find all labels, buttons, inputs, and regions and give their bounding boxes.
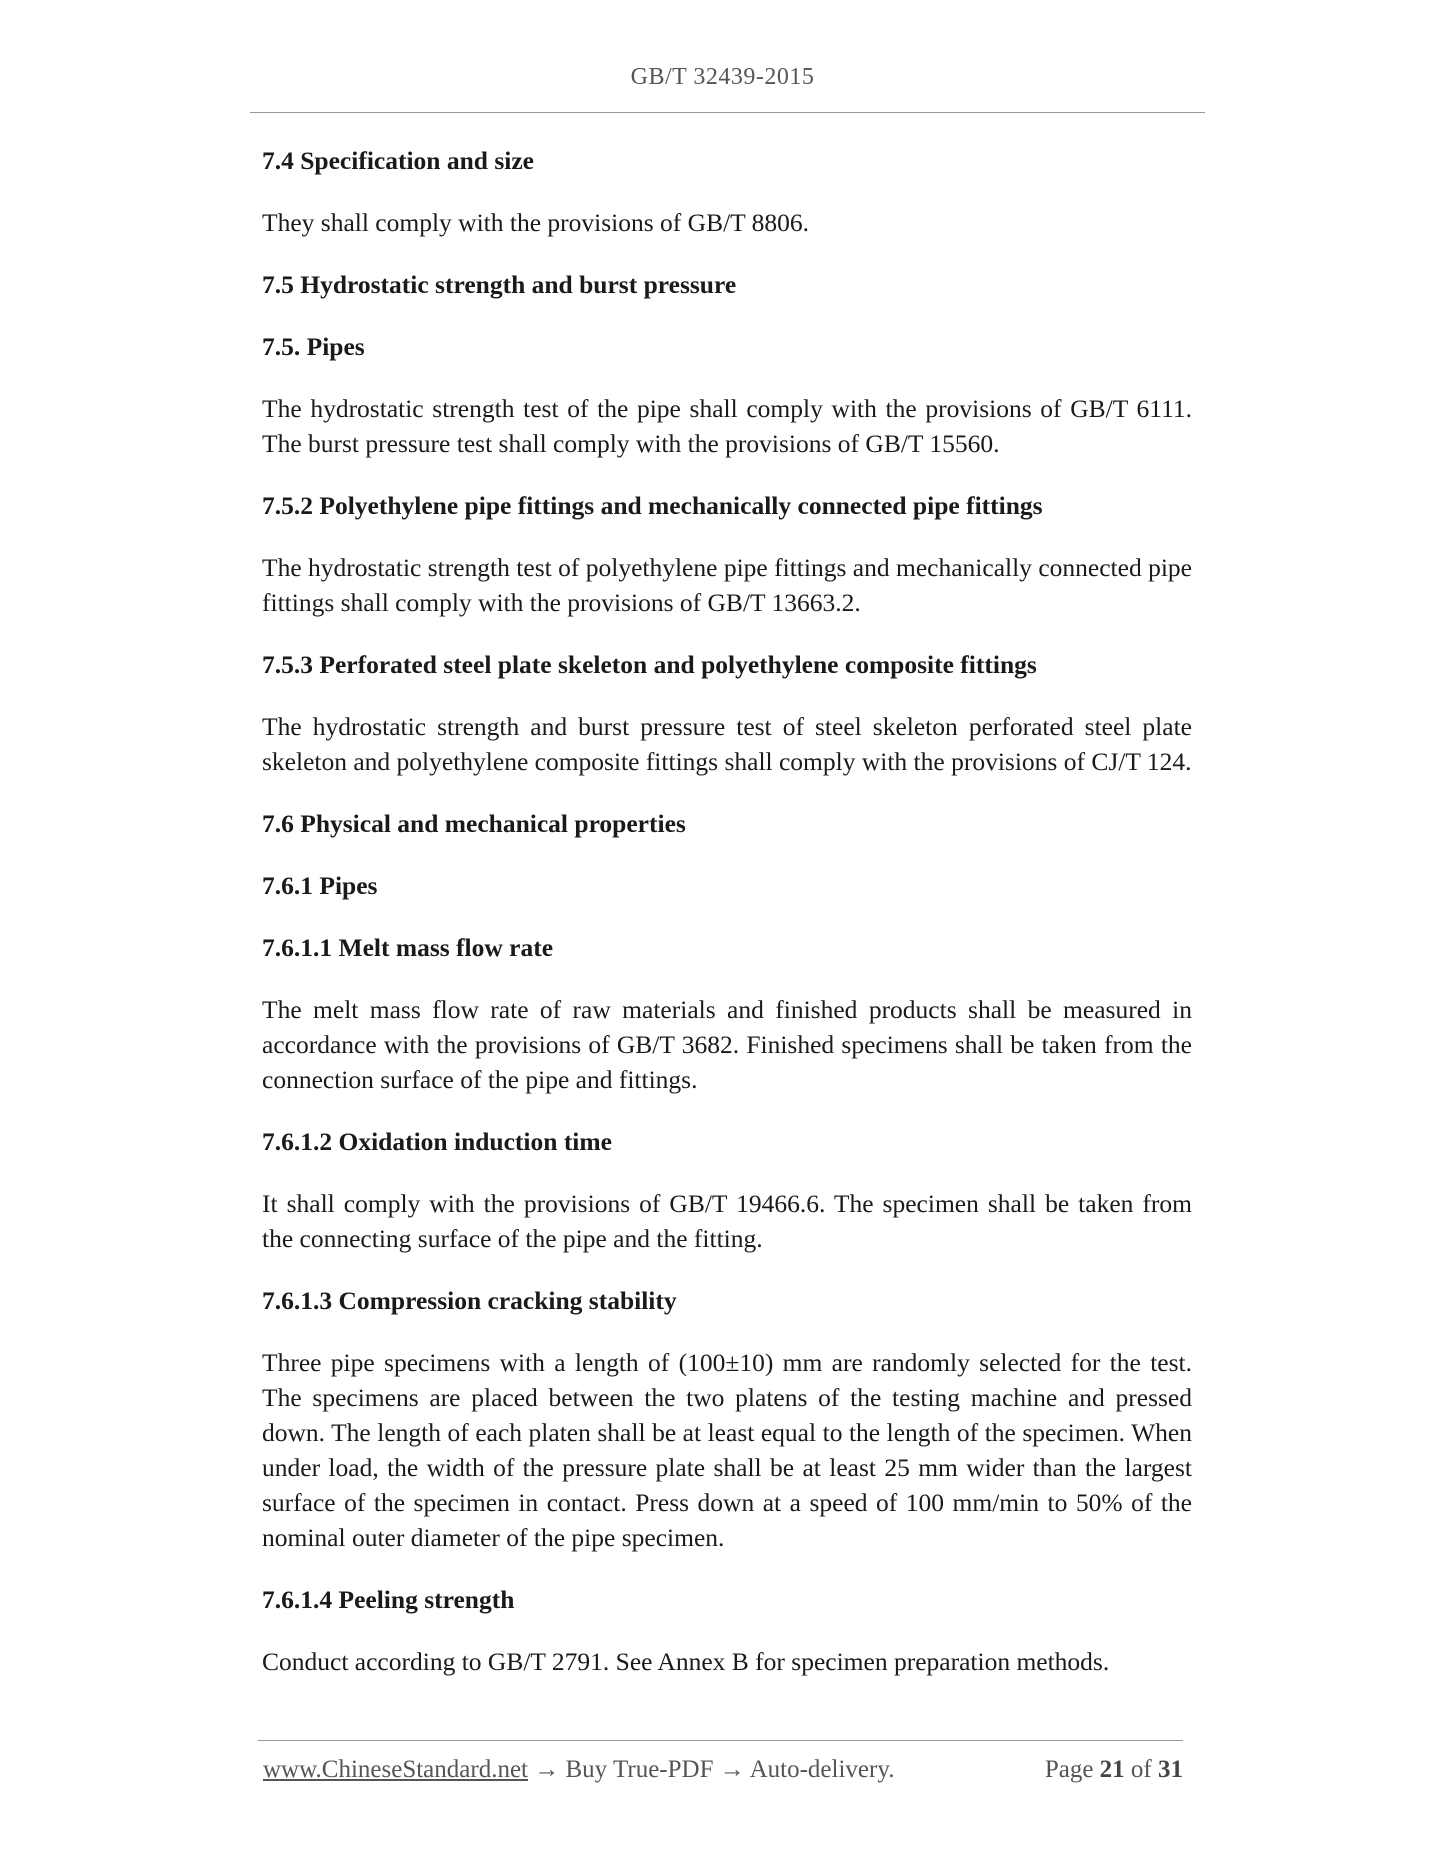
heading-7-5: 7.5 Hydrostatic strength and burst pressure <box>262 270 737 299</box>
header-divider <box>250 112 1205 113</box>
document-body <box>262 143 1192 1706</box>
promo-text: → Buy True-PDF → Auto-delivery. <box>528 1756 895 1783</box>
paragraph-7-6-1-1: The melt mass flow rate of raw materials and finished products shall be measured in accordance with the provisions of GB/T 3682. Finished specimens shall be taken from the connection surface of the pipe and fittings. <box>262 995 1192 1094</box>
footer-promo <box>263 1756 894 1784</box>
heading-7-4: 7.4 Specification and size <box>262 146 534 175</box>
heading-7-6-1-4: 7.6.1.4 Peeling strength <box>262 1585 515 1614</box>
paragraph-7-6-1-2: It shall comply with the provisions of GB/T 19466.6. The specimen shall be taken from the connecting surface of the pipe and the fitting. <box>262 1189 1192 1253</box>
heading-7-5-2: 7.5.2 Polyethylene pipe fittings and mechanically connected pipe fittings <box>262 491 1043 520</box>
website-link[interactable]: www.ChineseStandard.net <box>263 1756 528 1783</box>
footer-divider <box>258 1740 1183 1741</box>
heading-7-5-3: 7.5.3 Perforated steel plate skeleton and polyethylene composite fittings <box>262 650 1037 679</box>
page-label: Page <box>1044 1756 1094 1783</box>
heading-7-6-1-3: 7.6.1.3 Compression cracking stability <box>262 1286 677 1315</box>
paragraph-7-6-1-4: Conduct according to GB/T 2791. See Annex B for specimen preparation methods. <box>262 1647 1110 1676</box>
heading-7-5-1: 7.5. Pipes <box>262 332 365 361</box>
document-code: GB/T 32439-2015 <box>630 64 815 90</box>
paragraph-7-5-2: The hydrostatic strength test of polyethylene pipe fittings and mechanically connected pipe fittings shall comply with the provisions of GB/T 13663.2. <box>262 553 1192 617</box>
heading-7-6: 7.6 Physical and mechanical properties <box>262 809 686 838</box>
paragraph-7-5-3: The hydrostatic strength and burst pressure test of steel skeleton perforated steel plate skeleton and polyethylene composite fittings shall comply with the provisions of CJ/T 124. <box>262 712 1192 776</box>
paragraph-7-6-1-3: Three pipe specimens with a length of (100±10) mm are randomly selected for the test. The specimens are placed between the two platens of the testing machine and pressed down. The length of each platen shall be at least equal to the length of the specimen. When under load, the width of the pressure plate shall be at least 25 mm wider than the largest surface of the specimen in contact. Press down at a speed of 100 mm/min to 50% of the nominal outer diameter of the pipe specimen. <box>262 1348 1192 1552</box>
heading-7-6-1: 7.6.1 Pipes <box>262 871 378 900</box>
heading-7-6-1-1: 7.6.1.1 Melt mass flow rate <box>262 933 554 962</box>
current-page: 21 <box>1099 1756 1125 1783</box>
total-pages: 31 <box>1158 1756 1183 1783</box>
page-number <box>1045 1756 1183 1784</box>
page-header <box>0 64 1445 91</box>
paragraph-7-4: They shall comply with the provisions of GB/T 8806. <box>262 208 810 237</box>
paragraph-7-5-1: The hydrostatic strength test of the pipe shall comply with the provisions of GB/T 6111. The burst pressure test shall comply with the provisions of GB/T 15560. <box>262 394 1192 458</box>
heading-7-6-1-2: 7.6.1.2 Oxidation induction time <box>262 1127 612 1156</box>
page-of-label: of <box>1130 1756 1152 1783</box>
